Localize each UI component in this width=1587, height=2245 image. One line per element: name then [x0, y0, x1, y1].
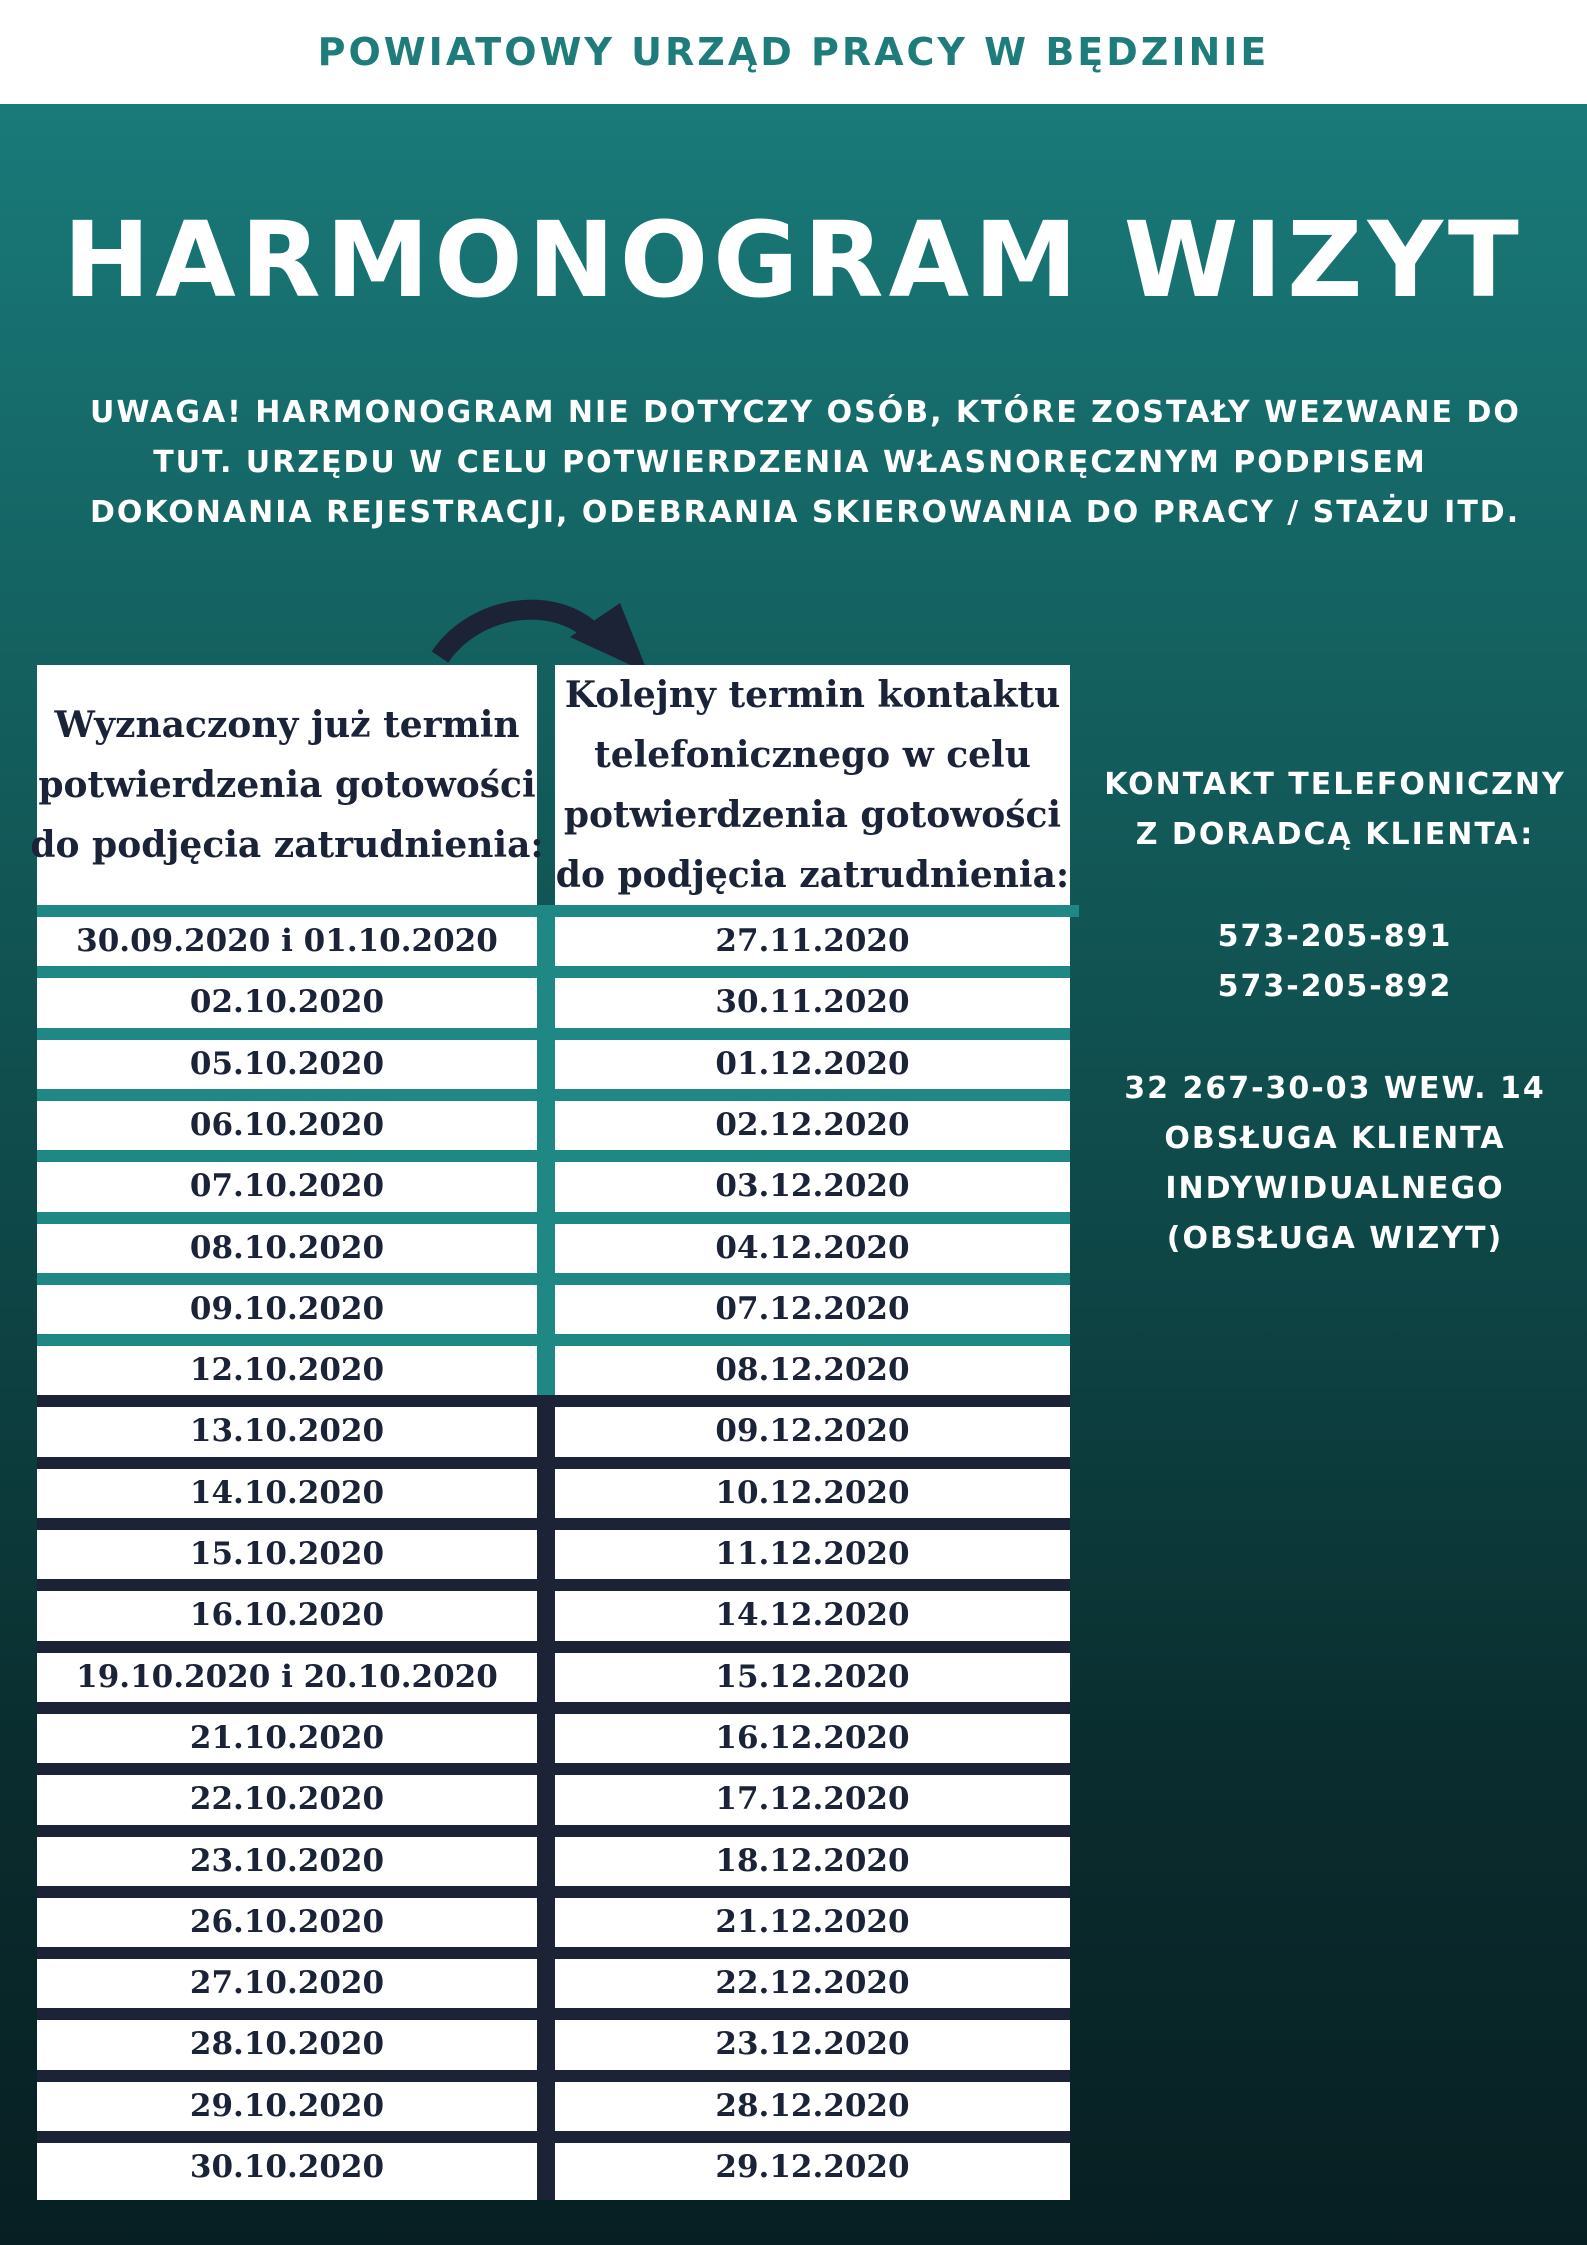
office-label: (OBSŁUGA WIZYT) [1166, 1221, 1504, 1256]
office-label: INDYWIDUALNEGO [1165, 1171, 1505, 1206]
table-cell-contact-date: 01.12.2020 [715, 1046, 910, 1082]
table-cell-visit-date: 28.10.2020 [189, 2026, 385, 2062]
left-column-header [30, 665, 544, 905]
phone-number: 573-205-892 [1217, 969, 1453, 1004]
table-cell-contact-date: 10.12.2020 [715, 1475, 910, 1511]
table-cell-contact-date: 22.12.2020 [715, 1965, 910, 2001]
table-cell-visit-date: 29.10.2020 [189, 2088, 385, 2124]
table-cell-visit-date: 19.10.2020 i 20.10.2020 [76, 1659, 498, 1695]
table-cell-visit-date: 09.10.2020 [189, 1291, 385, 1327]
table-cell-visit-date: 08.10.2020 [189, 1230, 385, 1266]
office-phone: 32 267-30-03 WEW. 14 [1124, 1071, 1546, 1106]
table-cell-visit-date: 07.10.2020 [189, 1168, 385, 1204]
header-bar [0, 0, 1587, 104]
table-cell-visit-date: 06.10.2020 [189, 1107, 385, 1143]
table-cell-contact-date: 27.11.2020 [715, 923, 910, 959]
header-line: do podjęcia zatrudnienia: [555, 854, 1070, 896]
table-cell-contact-date: 04.12.2020 [715, 1230, 910, 1266]
table-cell-visit-date: 05.10.2020 [189, 1046, 385, 1082]
table-cell-visit-date: 30.10.2020 [189, 2149, 385, 2185]
row-separator [37, 905, 1079, 917]
table-cell-visit-date: 13.10.2020 [189, 1413, 385, 1449]
table-cell-contact-date: 18.12.2020 [715, 1843, 910, 1879]
table-cell-contact-date: 07.12.2020 [715, 1291, 910, 1327]
notice-text [90, 388, 1521, 538]
table-cell-visit-date: 27.10.2020 [189, 1965, 385, 2001]
table-cell-contact-date: 09.12.2020 [715, 1413, 910, 1449]
office-label: OBSŁUGA KLIENTA [1164, 1121, 1506, 1156]
header-line: telefonicznego w celu [594, 734, 1031, 776]
contact-panel [1090, 760, 1580, 1264]
notice-line: TUT. URZĘDU W CELU POTWIERDZENIA WŁASNORĘCZNYM PODPISEM [153, 445, 1427, 480]
notice-line: UWAGA! HARMONOGRAM NIE DOTYCZY OSÓB, KTÓRE ZOSTAŁY WEZWANE DO [90, 395, 1521, 430]
table-cell-contact-date: 08.12.2020 [715, 1352, 910, 1388]
table-cell-contact-date: 23.12.2020 [715, 2026, 910, 2062]
contact-heading: Z DORADCĄ KLIENTA: [1135, 817, 1535, 852]
organization-name: POWIATOWY URZĄD PRACY W BĘDZINIE [317, 30, 1270, 74]
table-cell-visit-date: 14.10.2020 [189, 1475, 385, 1511]
table-cell-contact-date: 03.12.2020 [715, 1168, 910, 1204]
table-cell-visit-date: 23.10.2020 [189, 1843, 385, 1879]
table-cell-contact-date: 16.12.2020 [715, 1720, 910, 1756]
table-cell-contact-date: 30.11.2020 [715, 984, 910, 1020]
header-line: Kolejny termin kontaktu [564, 674, 1061, 716]
table-cell-contact-date: 28.12.2020 [715, 2088, 910, 2124]
table-cell-contact-date: 29.12.2020 [715, 2149, 910, 2185]
notice-line: DOKONANIA REJESTRACJI, ODEBRANIA SKIEROWANIA DO PRACY / STAŻU ITD. [90, 495, 1521, 530]
header-line: potwierdzenia gotowości [563, 794, 1062, 836]
table-cell-visit-date: 02.10.2020 [189, 984, 385, 1020]
table-cell-visit-date: 26.10.2020 [189, 1904, 385, 1940]
table-cell-contact-date: 11.12.2020 [715, 1536, 910, 1572]
column-divider [537, 905, 555, 1395]
header-line: potwierdzenia gotowości [38, 764, 536, 806]
table-cell-visit-date: 30.09.2020 i 01.10.2020 [76, 923, 498, 959]
table-cell-contact-date: 21.12.2020 [715, 1904, 910, 1940]
table-cell-contact-date: 17.12.2020 [715, 1781, 910, 1817]
table-cell-contact-date: 14.12.2020 [715, 1597, 910, 1633]
right-column-header [555, 665, 1070, 905]
header-line: do podjęcia zatrudnienia: [30, 824, 544, 866]
page-title: HARMONOGRAM WIZYT [63, 199, 1524, 321]
table-cell-visit-date: 12.10.2020 [189, 1352, 385, 1388]
contact-heading: KONTAKT TELEFONICZNY [1104, 767, 1566, 802]
table-cell-visit-date: 16.10.2020 [189, 1597, 385, 1633]
table-cell-visit-date: 22.10.2020 [189, 1781, 385, 1817]
table-cell-contact-date: 15.12.2020 [715, 1659, 910, 1695]
phone-number: 573-205-891 [1217, 919, 1453, 954]
table-cell-contact-date: 02.12.2020 [715, 1107, 910, 1143]
column-divider [537, 1395, 555, 2200]
header-line: Wyznaczony już termin [54, 704, 520, 746]
table-cell-visit-date: 21.10.2020 [189, 1720, 385, 1756]
table-cell-visit-date: 15.10.2020 [189, 1536, 385, 1572]
